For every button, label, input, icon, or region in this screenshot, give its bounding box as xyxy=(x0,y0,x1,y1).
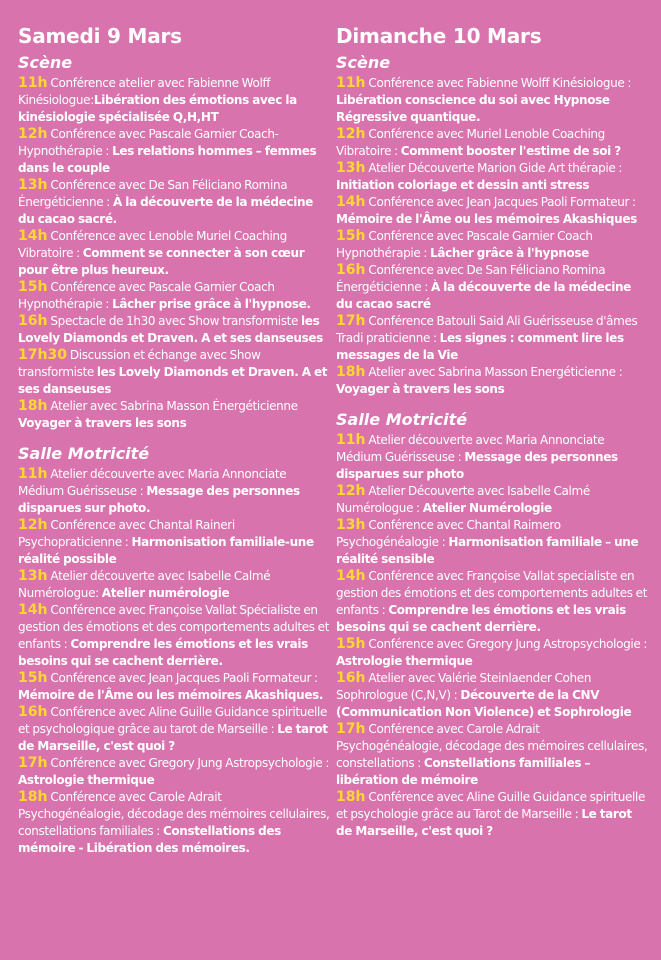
event-time: 18h xyxy=(336,789,366,805)
event-item xyxy=(336,262,648,313)
event-description: Conférence avec De San Féliciano Romina Énergéticienne : xyxy=(336,263,606,294)
event-item xyxy=(18,313,330,347)
event-topic: Comprendre les émotions et les vrais besoins qui se cachent derrière. xyxy=(336,603,626,634)
event-description: Conférence avec Muriel Lenoble Coaching Vibratoire : xyxy=(336,127,605,158)
day-title: Dimanche 10 Mars xyxy=(336,24,542,48)
event-time: 15h xyxy=(18,279,48,295)
event-time: 14h xyxy=(336,194,366,210)
event-item xyxy=(336,160,648,194)
section-title: Salle Motricité xyxy=(18,444,150,463)
event-description: Conférence avec Pascale Garnier Coach-Hypnothérapie : xyxy=(18,127,279,158)
event-time: 14h xyxy=(336,568,366,584)
event-item xyxy=(18,704,330,755)
event-time: 17h xyxy=(336,721,366,737)
event-description: Atelier Découverte avec Isabelle Calmé Numérologue : xyxy=(336,484,590,515)
event-description: Conférence avec Jean Jacques Paoli Formateur : xyxy=(47,671,318,685)
event-time: 15h xyxy=(336,636,366,652)
event-item xyxy=(336,194,648,228)
event-item xyxy=(18,126,330,177)
event-time: 15h xyxy=(18,670,48,686)
event-time: 12h xyxy=(336,483,366,499)
section-title: Scène xyxy=(18,53,73,72)
event-description: Conférence avec Fabienne Wolff Kinésiologue : xyxy=(365,76,632,90)
event-description: Conférence avec Chantal Raineri Psychopraticienne : xyxy=(18,518,235,549)
event-topic: Message des personnes disparues sur photo. xyxy=(18,484,300,515)
event-description: Discussion et échange avec Show transformiste xyxy=(18,348,261,379)
event-topic: Lâcher grâce à l'hypnose xyxy=(430,246,589,260)
event-description: Conférence avec Pascale Garnier Coach Hypnothérapie : xyxy=(336,229,593,260)
event-time: 13h xyxy=(336,517,366,533)
event-item xyxy=(336,789,648,840)
event-time: 13h xyxy=(18,568,48,584)
event-item xyxy=(18,177,330,228)
section-title: Salle Motricité xyxy=(336,410,468,429)
event-time: 18h xyxy=(18,789,48,805)
event-description: Conférence Batouli Said Ali Guérisseuse d'âmes Tradi praticienne : xyxy=(336,314,638,345)
day-title: Samedi 9 Mars xyxy=(18,24,182,48)
event-item xyxy=(18,789,330,857)
event-time: 17h30 xyxy=(18,347,67,363)
event-topic: Atelier numérologie xyxy=(101,586,230,600)
event-time: 16h xyxy=(336,262,366,278)
event-time: 15h xyxy=(336,228,366,244)
event-topic: les Lovely Diamonds et Draven. A et ses danseuses xyxy=(18,365,328,396)
event-topic: Harmonisation familiale-une réalité possible xyxy=(18,535,314,566)
event-time: 16h xyxy=(18,704,48,720)
event-topic: Libération des émotions avec la kinésiologie spécialisée Q,H,HT xyxy=(18,93,297,124)
event-topic: Le tarot de Marseille, c'est quoi ? xyxy=(18,722,328,753)
event-time: 11h xyxy=(336,75,366,91)
event-topic: Comment booster l'estime de soi ? xyxy=(400,144,621,158)
event-item xyxy=(18,75,330,126)
event-item xyxy=(18,398,330,432)
section-title: Scène xyxy=(336,53,391,72)
event-item xyxy=(336,126,648,160)
day-column-saturday xyxy=(18,22,330,857)
event-description: Atelier découverte avec Isabelle Calmé Numérologue: xyxy=(18,569,271,600)
event-time: 14h xyxy=(18,602,48,618)
event-topic: Mémoire de l'Âme ou les mémoires Akashiques. xyxy=(18,688,324,702)
event-description: Conférence avec Carole Adrait Psychogénéalogie, décodage des mémoires cellulaires, constellations familiales : xyxy=(18,790,330,838)
event-topic: Les relations hommes – femmes dans le couple xyxy=(18,144,317,175)
event-topic: À la découverte de la médecine du cacao sacré xyxy=(336,280,631,311)
event-description: Atelier découverte avec Maria Annonciate Médium Guérisseuse : xyxy=(18,467,287,498)
event-topic: Astrologie thermique xyxy=(18,773,155,787)
event-item xyxy=(336,517,648,568)
event-description: Conférence avec Aline Guille Guidance spirituelle et psychologie grâce au Tarot de Marseille : xyxy=(336,790,646,821)
event-item xyxy=(336,228,648,262)
event-time: 16h xyxy=(336,670,366,686)
event-description: Conférence avec Chantal Raimero Psychogénéalogie : xyxy=(336,518,561,549)
event-item xyxy=(18,755,330,789)
event-item xyxy=(336,432,648,483)
event-topic: Mémoire de l'Âme ou les mémoires Akashiques xyxy=(336,212,637,226)
event-description: Atelier avec Sabrina Masson Energéticienne : xyxy=(365,365,623,379)
event-item xyxy=(336,313,648,364)
event-topic: Constellations des mémoire - Libération des mémoires. xyxy=(18,824,281,855)
event-description: Conférence avec Lenoble Muriel Coaching Vibratoire : xyxy=(18,229,287,260)
event-time: 11h xyxy=(336,432,366,448)
event-topic: les Lovely Diamonds et Draven. A et ses danseuses xyxy=(18,314,323,345)
event-item xyxy=(336,568,648,636)
event-time: 12h xyxy=(18,126,48,142)
event-time: 11h xyxy=(18,466,48,482)
event-time: 11h xyxy=(18,75,48,91)
event-description: Conférence avec Gregory Jung Astropsychologie : xyxy=(365,637,648,651)
event-topic: Voyager à travers les sons xyxy=(18,416,187,430)
event-description: Conférence avec Françoise Vallat Spécialiste en gestion des émotions et des comportements adultes et enfants : xyxy=(18,603,330,651)
event-item xyxy=(336,670,648,721)
event-time: 14h xyxy=(18,228,48,244)
event-topic: Découverte de la CNV (Communication Non Violence) et Sophrologie xyxy=(336,688,632,719)
event-time: 17h xyxy=(336,313,366,329)
event-item xyxy=(336,721,648,789)
day-column-sunday xyxy=(336,22,648,840)
event-item xyxy=(18,568,330,602)
event-description: Atelier Découverte Marion Gide Art thérapie : xyxy=(365,161,623,175)
event-topic: Comment se connecter à son cœur pour être plus heureux. xyxy=(18,246,305,277)
section-gap xyxy=(18,432,330,441)
event-item xyxy=(336,636,648,670)
event-description: Conférence avec Carole Adrait Psychogénéalogie, décodage des mémoires cellulaires, constellations : xyxy=(336,722,648,770)
event-time: 18h xyxy=(18,398,48,414)
event-topic: Lâcher prise grâce à l'hypnose. xyxy=(112,297,311,311)
event-topic: Libération conscience du soi avec Hypnose Régressive quantique. xyxy=(336,93,610,124)
event-item xyxy=(18,347,330,398)
event-item xyxy=(18,517,330,568)
event-description: Conférence avec De San Féliciano Romina Énergéticienne : xyxy=(18,178,288,209)
event-item xyxy=(18,279,330,313)
event-item xyxy=(18,466,330,517)
event-topic: Harmonisation familiale – une réalité sensible xyxy=(336,535,639,566)
event-topic: Astrologie thermique xyxy=(336,654,473,668)
event-topic: À la découverte de la médecine du cacao sacré. xyxy=(18,195,313,226)
event-topic: Voyager à travers les sons xyxy=(336,382,505,396)
event-item xyxy=(18,670,330,704)
event-item xyxy=(18,602,330,670)
event-topic: Initiation coloriage et dessin anti stress xyxy=(336,178,590,192)
event-time: 16h xyxy=(18,313,48,329)
event-topic: Atelier Numérologie xyxy=(422,501,552,515)
event-item xyxy=(336,364,648,398)
event-description: Atelier avec Valérie Steinlaender Cohen Sophrologue (C,N,V) : xyxy=(336,671,592,702)
event-topic: Message des personnes disparues sur photo xyxy=(336,450,618,481)
event-item xyxy=(18,228,330,279)
event-description: Conférence avec Françoise Vallat specialiste en gestion des émotions et des comportements adultes et enfants : xyxy=(336,569,648,617)
event-topic: Comprendre les émotions et les vrais besoins qui se cachent derrière. xyxy=(18,637,308,668)
event-item xyxy=(336,483,648,517)
event-description: Conférence avec Pascale Garnier Coach Hypnothérapie : xyxy=(18,280,275,311)
event-description: Conférence avec Aline Guille Guidance spirituelle et psychologique grâce au tarot de Marseille : xyxy=(18,705,328,736)
event-description: Atelier avec Sabrina Masson Énergéticienne xyxy=(47,399,298,413)
event-description: Spectacle de 1h30 avec Show transformiste xyxy=(47,314,302,328)
event-time: 12h xyxy=(18,517,48,533)
event-time: 13h xyxy=(18,177,48,193)
event-topic: Les signes : comment lire les messages de la Vie xyxy=(336,331,624,362)
event-time: 12h xyxy=(336,126,366,142)
event-item xyxy=(336,75,648,126)
event-time: 17h xyxy=(18,755,48,771)
event-topic: Le tarot de Marseille, c'est quoi ? xyxy=(336,807,632,838)
event-time: 18h xyxy=(336,364,366,380)
event-topic: Constellations familiales – libération de mémoire xyxy=(336,756,591,787)
section-gap xyxy=(336,398,648,407)
event-description: Conférence atelier avec Fabienne Wolff Kinésiologue: xyxy=(18,76,271,107)
event-time: 13h xyxy=(336,160,366,176)
event-description: Conférence avec Gregory Jung Astropsychologie : xyxy=(47,756,330,770)
event-description: Atelier découverte avec Maria Annonciate Médium Guérisseuse : xyxy=(336,433,605,464)
event-description: Conférence avec Jean Jacques Paoli Formateur : xyxy=(365,195,636,209)
